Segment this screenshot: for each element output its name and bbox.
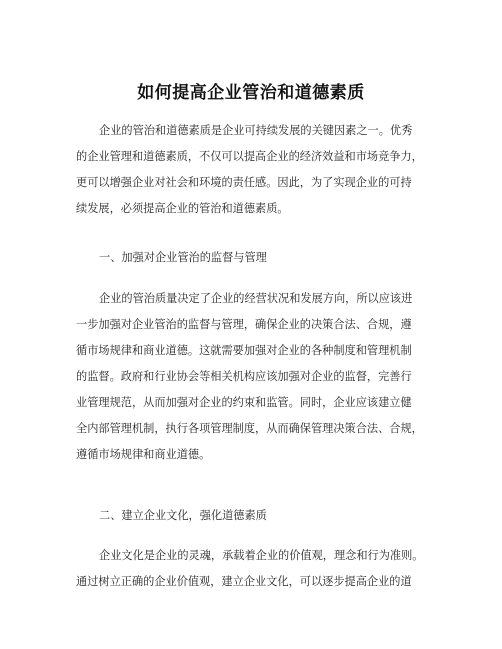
intro-line-4: 续发展，必须提高企业的管治和道德素质。 [76,202,289,215]
section1-line-5: 业管理规范，从而加强对企业的约束和监管。同时，企业应该建立健 [76,396,412,409]
document-title: 如何提高企业管治和道德素质 [137,83,365,103]
section1-line-6: 全内部管理机制，执行各项管理制度，从而确保管理决策合法、合规， [76,422,423,435]
section1-heading: 一、加强对企业管治的监督与管理 [99,251,267,264]
intro-line-3: 更可以增强企业对社会和环境的责任感。因此，为了实现企业的可持 [76,176,412,189]
intro-line-1: 企业的管治和道德素质是企业可持续发展的关键因素之一。优秀 [99,124,413,137]
section1-line-4: 的监督。政府和行业协会等相关机构应该加强对企业的监督，完善行 [76,370,412,383]
section2-line-1: 企业文化是企业的灵魂，承载着企业的价值观，理念和行为准则。 [99,549,424,562]
intro-line-2: 的企业管理和道德素质，不仅可以提高企业的经济效益和市场竞争力， [76,150,423,163]
section1-line-1: 企业的管治质量决定了企业的经营状况和发展方向，所以应该进 [99,292,413,305]
section1-line-7: 遵循市场规律和商业道德。 [76,448,211,461]
section2-line-2: 通过树立正确的企业价值观，建立企业文化，可以逐步提高企业的道 [76,575,412,588]
section1-line-3: 循市场规律和商业道德。这就需要加强对企业的各种制度和管理机制 [76,344,412,357]
section1-line-2: 一步加强对企业管治的监督与管理，确保企业的决策合法、合规，遵 [76,318,412,331]
section2-heading: 二、建立企业文化，强化道德素质 [99,509,267,522]
